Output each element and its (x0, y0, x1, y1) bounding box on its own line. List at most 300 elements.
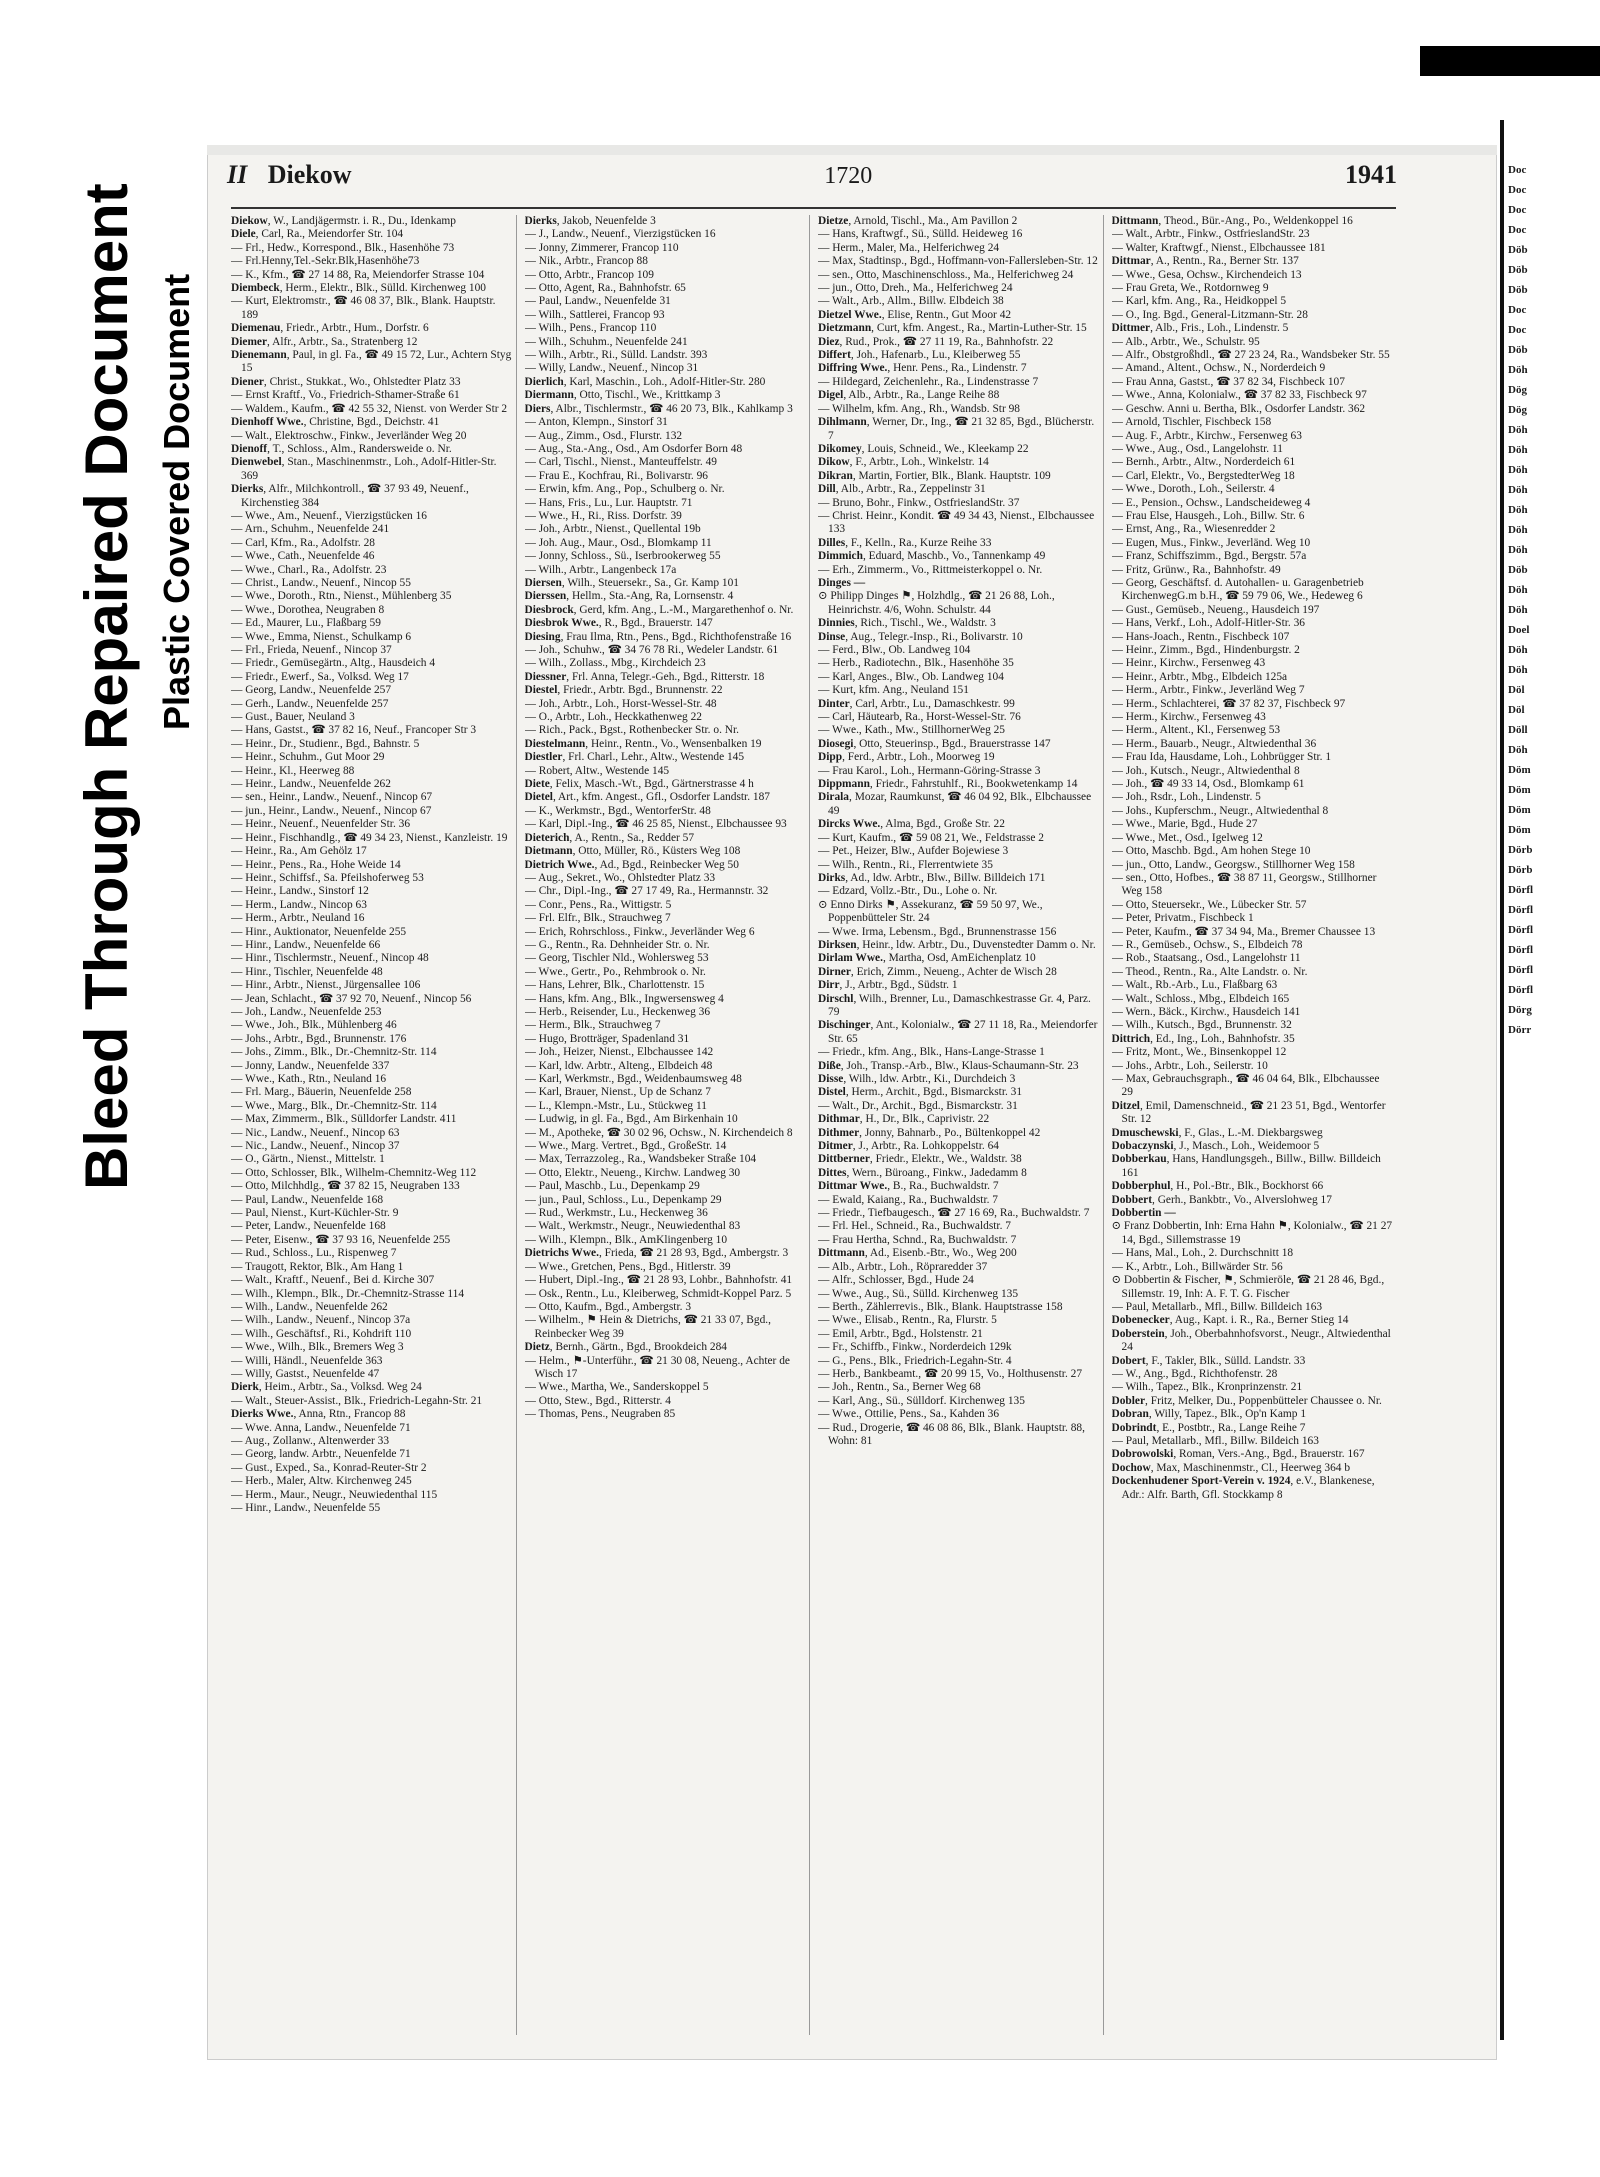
column-3 (818, 215, 1104, 2035)
fragment-text: Dörr (1508, 1024, 1532, 1036)
directory-entry: Dinter, Carl, Arbtr., Lu., Damaschkestr. 99 (818, 697, 1015, 710)
page-number: 1720 (824, 163, 873, 189)
fragment-text: Doc (1508, 164, 1527, 176)
directory-entry: — Herm., Maler, Ma., Helferichweg 24 (818, 241, 1000, 254)
directory-entry: — Walt., Kraftf., Neuenf., Bei d. Kirche 307 (231, 1274, 435, 1287)
directory-entry: — Wwe., Anna, Kolonialw., ☎ 37 82 33, Fischbeck 97 (1111, 389, 1367, 402)
fragment-text: Döh (1508, 484, 1528, 496)
directory-entry: — Herm., Arbtr., Neuland 16 (231, 912, 365, 925)
directory-entry: — Wwe., Marg. Vertret., Bgd., GroßeStr. 14 (524, 1140, 727, 1153)
directory-entry: — Wwe., Doroth., Loh., Seilerstr. 4 (1111, 483, 1275, 496)
directory-entry: Dittmar, A., Rentn., Ra., Berner Str. 137 (1111, 255, 1299, 268)
directory-entry: — Hans, Kraftwgf., Sü., Sülld. Heideweg 16 (818, 228, 1023, 241)
fragment-text: Döh (1508, 424, 1528, 436)
page-top-strip (207, 145, 1497, 155)
directory-entry: — Frl., Frieda, Neuenf., Nincop 37 (231, 644, 392, 656)
directory-entry: — Hans, Lehrer, Blk., Charlottenstr. 15 (524, 979, 705, 992)
directory-entry: Dittmann, Ad., Eisenb.-Btr., Wo., Weg 200 (818, 1247, 1017, 1260)
directory-entry: — Aug. F., Arbtr., Kirchw., Fersenweg 63 (1111, 429, 1302, 442)
directory-entry: — J., Landw., Neuenf., Vierzigstücken 16 (524, 228, 716, 241)
directory-entry: — Eugen, Mus., Finkw., Jeverländ. Weg 10 (1111, 536, 1311, 549)
directory-entry: — Otto, Milchhdlg., ☎ 37 82 15, Neugraben 133 (231, 1180, 460, 1193)
fragment-text: Dörfl (1508, 984, 1534, 996)
directory-entry: — Wilh., Geschäftsf., Ri., Kohdrift 110 (231, 1327, 412, 1340)
directory-entry: — Kurt, Kaufm., ☎ 59 08 21, We., Feldstrasse 2 (818, 831, 1044, 844)
directory-entry: — Johs., Zimm., Blk., Dr.-Chemnitz-Str. 114 (231, 1046, 437, 1059)
directory-entry: Dietmann, Otto, Müller, Rö., Küsters Weg 108 (524, 845, 741, 858)
directory-entry: Dobberkau, Hans, Handlungsgeh., Billw., Billw. Billdeich 161 (1111, 1153, 1381, 1179)
directory-entry: — Rud., Schloss., Lu., Rispenweg 7 (231, 1247, 397, 1260)
directory-entry: — Christ., Landw., Neuenf., Nincop 55 (231, 576, 411, 589)
directory-entry: — Erwin, kfm. Ang., Pop., Schulberg o. Nr. (524, 483, 725, 496)
directory-entry: — Karl, Anges., Blw., Ob. Landweg 104 (818, 670, 1004, 683)
directory-entry: — Walter, Kraftwgf., Nienst., Elbchaussee 181 (1111, 241, 1326, 254)
year-label: 1941 (1345, 160, 1397, 189)
directory-entry: Dochow, Max, Maschinenmstr., Cl., Heerweg 364 b (1111, 1461, 1351, 1474)
directory-entry: Dobenecker, Aug., Kapt. i. R., Ra., Berner Stieg 14 (1111, 1314, 1349, 1327)
directory-entry: Diestelmann, Heinr., Rentn., Vo., Wensenbalken 19 (524, 737, 762, 750)
directory-entry: Diete, Felix, Masch.-Wt., Bgd., Gärtnerstrasse 4 h (524, 778, 754, 791)
fragment-text: Doc (1508, 324, 1527, 336)
directory-entry: — Wwe., Marg., Blk., Dr.-Chemnitz-Str. 114 (231, 1099, 437, 1112)
directory-entry: Dobaczynski, J., Masch., Loh., Weidemoor 5 (1111, 1140, 1320, 1153)
column-1 (231, 215, 517, 2035)
directory-entry: — Herm., Blk., Strauchweg 7 (524, 1019, 661, 1032)
directory-entry: — Otto, Arbtr., Francop 109 (524, 268, 654, 281)
directory-entry: — Wilh., Klempn., Blk., AmKlingenberg 10 (524, 1233, 728, 1246)
directory-entry: — Wwe., Kath., Rtn., Neuland 16 (231, 1073, 387, 1085)
directory-entry: — Herm., Schlachterei, ☎ 37 82 37, Fischbeck 97 (1111, 697, 1346, 710)
fragment-text: Döh (1508, 524, 1528, 536)
directory-entry: Diessner, Frl. Anna, Telegr.-Geh., Bgd., Ritterstr. 18 (524, 670, 765, 683)
directory-entry: — Joh. Aug., Maur., Osd., Blomkamp 11 (524, 536, 712, 549)
directory-entry: Dobbert, Gerh., Bankbtr., Vo., Alverslohweg 17 (1111, 1193, 1332, 1206)
directory-entry: — E., Pension., Ochsw., Landscheideweg 4 (1111, 496, 1311, 509)
directory-entry: — Hildegard, Zeichenlehr., Ra., Lindenstrasse 7 (818, 375, 1039, 388)
directory-entry: — Friedr., Tiefbaugesch., ☎ 27 16 69, Ra., Buchwaldstr. 7 (818, 1207, 1090, 1220)
directory-entry: — Wilh., Pens., Francop 110 (524, 322, 657, 335)
fragment-text: Dörfl (1508, 904, 1534, 916)
directory-entry: Dobbertin — (1111, 1207, 1176, 1220)
directory-entry: — Johs., Arbtr., Loh., Seilerstr. 10 (1111, 1059, 1268, 1072)
directory-entry: — Frl., Hedw., Korrespond., Blk., Hasenhöhe 73 (231, 241, 455, 254)
directory-entry: — Wwe., Ottilie, Pens., Sa., Kahden 36 (818, 1408, 1000, 1421)
directory-entry: Dierssen, Hellm., Sta.-Ang, Ra, Lornsenstr. 4 (524, 590, 734, 603)
directory-entry: Diers, Albr., Tischlermstr., ☎ 46 20 73, Blk., Kahlkamp 3 (524, 402, 793, 415)
directory-entry: Diemer, Alfr., Arbtr., Sa., Stratenberg 12 (231, 335, 418, 348)
directory-entry: Dietel, Art., kfm. Angest., Gfl., Osdorfer Landstr. 187 (524, 791, 770, 804)
directory-entry: Dienhoff Wwe., Christine, Bgd., Deichstr. 41 (231, 416, 440, 429)
directory-entry: — Rud., Werkmstr., Lu., Heckenweg 36 (524, 1207, 708, 1220)
directory-entry: — Thomas, Pens., Neugraben 85 (524, 1408, 676, 1421)
directory-entry: — Walt., Arbtr., Finkw., OstfrieslandStr. 23 (1111, 228, 1310, 241)
directory-entry: — Hans, Mal., Loh., 2. Durchschnitt 18 (1111, 1247, 1294, 1260)
directory-entry: — Karl, Brauer, Nienst., Up de Schanz 7 (524, 1086, 711, 1099)
fragment-text: Doc (1508, 204, 1527, 216)
directory-entry: — Nik., Arbtr., Francop 88 (524, 255, 648, 268)
directory-entry: — Bruno, Bohr., Finkw., OstfrieslandStr. 37 (818, 496, 1020, 509)
directory-entry: — Joh., Heizer, Nienst., Elbchaussee 142 (524, 1046, 714, 1059)
directory-entry: — Wwe., H., Ri., Riss. Dorfstr. 39 (524, 509, 682, 522)
directory-entry: — Herb., Maler, Altw. Kirchenweg 245 (231, 1475, 412, 1488)
directory-entry: — Wilh., Arbtr., Langenbeck 17a (524, 563, 677, 576)
directory-entry: Diestler, Frl. Charl., Lehr., Altw., Westende 145 (524, 751, 745, 764)
directory-columns (231, 215, 1397, 2035)
directory-entry: — Joh., Kutsch., Neugr., Altwiedenthal 8 (1111, 764, 1300, 777)
directory-entry: Dithmar, H., Dr., Blk., Caprivistr. 22 (818, 1113, 990, 1126)
directory-entry: Diele, Carl, Ra., Meiendorfer Str. 104 (231, 228, 404, 241)
fragment-text: Dög (1508, 384, 1527, 396)
directory-entry: Dietzel Wwe., Elise, Rentn., Gut Moor 42 (818, 308, 1012, 321)
directory-entry: — Frau Greta, We., Rotdornweg 9 (1111, 282, 1269, 295)
directory-entry: — Frau Anna, Gastst., ☎ 37 82 34, Fischbeck 107 (1111, 375, 1345, 388)
directory-entry: — jun., Otto, Landw., Georgsw., Stillhorner Weg 158 (1111, 858, 1355, 871)
directory-entry: — M., Apotheke, ☎ 30 02 96, Ochsw., N. Kirchendeich 8 (524, 1126, 793, 1139)
directory-entry: — Frau Hertha, Schnd., Ra, Buchwaldstr. 7 (818, 1233, 1017, 1246)
fragment-text: Döb (1508, 564, 1528, 576)
directory-entry: — Heinr., Arbtr., Mbg., Elbdeich 125a (1111, 670, 1288, 683)
fragment-text: Doc (1508, 224, 1527, 236)
directory-entry: Dirksen, Heinr., ldw. Arbtr., Du., Duvenstedter Damm o. Nr. (818, 938, 1096, 951)
directory-entry: — Carl, Tischl., Nienst., Manteuffelstr. 49 (524, 456, 717, 469)
directory-entry: — Heinr., Zimm., Bgd., Hindenburgstr. 2 (1111, 644, 1300, 656)
directory-entry: — Wwe. Irma, Lebensm., Bgd., Brunnenstrasse 156 (818, 925, 1057, 938)
directory-entry: — Amand., Altent., Ochsw., N., Norderdeich 9 (1111, 362, 1326, 375)
directory-entry: — Joh., Rsdr., Loh., Lindenstr. 5 (1111, 791, 1261, 804)
directory-entry: — Erh., Zimmerm., Vo., Rittmeisterkoppel o. Nr. (818, 563, 1043, 576)
directory-entry: — Joh., ☎ 49 33 14, Osd., Blomkamp 61 (1111, 778, 1305, 791)
directory-entry: — Peter, Eisenw., ☎ 37 93 16, Neuenfelde 255 (231, 1233, 451, 1246)
directory-entry: — Joh., Rentn., Sa., Berner Weg 68 (818, 1381, 981, 1394)
directory-entry: — Wilh., Klempn., Blk., Dr.-Chemnitz-Strasse 114 (231, 1287, 465, 1300)
directory-entry: Diemenau, Friedr., Arbtr., Hum., Dorfstr. 6 (231, 322, 429, 335)
directory-entry: Dilles, F., Kelln., Ra., Kurze Reihe 33 (818, 536, 992, 549)
fragment-text: Doel (1508, 624, 1530, 636)
directory-entry: — Jonny, Landw., Neuenfelde 337 (231, 1059, 390, 1072)
directory-entry: — Ferd., Blw., Ob. Landweg 104 (818, 644, 971, 656)
directory-entry: — Frau E., Kochfrau, Ri., Bolivarstr. 96 (524, 469, 708, 482)
directory-entry: Dirner, Erich, Zimm., Neueng., Achter de Wisch 28 (818, 965, 1057, 978)
directory-entry: — Erich, Rohrschloss., Finkw., Jeverländer Weg 6 (524, 925, 755, 938)
directory-entry: Diez, Rud., Prok., ☎ 27 11 19, Ra., Bahnhofstr. 22 (818, 335, 1054, 348)
directory-entry: — jun., Otto, Dreh., Ma., Helferichweg 24 (818, 282, 1013, 295)
fragment-text: Döh (1508, 604, 1528, 616)
directory-entry: Dierks, Jakob, Neuenfelde 3 (524, 215, 656, 227)
directory-entry: Dittmer, Alb., Fris., Loh., Lindenstr. 5 (1111, 322, 1289, 335)
page-header (227, 160, 1397, 200)
directory-entry: — Rob., Staatsang., Osd., Langelohstr 11 (1111, 952, 1301, 965)
directory-entry: — jun., Paul, Schloss., Lu., Depenkamp 29 (524, 1193, 722, 1206)
directory-entry: — Wilh., Landw., Neuenf., Nincop 37a (231, 1314, 411, 1327)
directory-entry: — Edzard, Vollz.-Btr., Du., Lohe o. Nr. (818, 885, 998, 898)
directory-entry: Dittmann, Theod., Bür.-Ang., Po., Weldenkoppel 16 (1111, 215, 1353, 227)
directory-entry: — Otto, Elektr., Neueng., Kirchw. Landweg 30 (524, 1166, 741, 1179)
directory-entry: — Wilh., Tapez., Blk., Kronprinzenstr. 21 (1111, 1381, 1303, 1394)
directory-entry: — Jonny, Schloss., Sü., Iserbrookerweg 55 (524, 550, 721, 563)
fragment-text: Dörfl (1508, 944, 1534, 956)
header-rule (231, 207, 1396, 209)
directory-entry: — Jean, Schlacht., ☎ 37 92 70, Neuenf., Nincop 56 (231, 992, 472, 1005)
directory-entry: — Wilhelm., ⚑ Hein & Dietrichs, ☎ 21 33 07, Bgd., Reinbecker Weg 39 (524, 1314, 771, 1340)
header-keyword: Diekow (267, 160, 352, 189)
directory-entry: — Herm., Arbtr., Finkw., Jeverländ Weg 7 (1111, 684, 1305, 697)
fragment-text: Dörb (1508, 864, 1533, 876)
directory-entry: — Peter, Kaufm., ☎ 37 34 94, Ma., Bremer Chaussee 13 (1111, 925, 1376, 938)
directory-entry: — Otto, Steuersekr., We., Lübecker Str. 57 (1111, 898, 1307, 911)
directory-entry: — Peter, Landw., Neuenfelde 168 (231, 1220, 386, 1233)
directory-entry: — Hans-Joach., Rentn., Fischbeck 107 (1111, 630, 1290, 643)
directory-entry: — Joh., Landw., Neuenfelde 253 (231, 1005, 382, 1018)
directory-entry: Diesing, Frau Ilma, Rtn., Pens., Bgd., Richthofenstraße 16 (524, 630, 792, 643)
directory-entry: ⊙ Franz Dobbertin, Inh: Erna Hahn ⚑, Kolonialw., ☎ 21 27 14, Bgd., Sillemstrasse 19 (1111, 1220, 1393, 1246)
directory-entry: Diermann, Otto, Tischl., We., Krittkamp 3 (524, 389, 721, 402)
directory-entry: — Fritz, Mont., We., Binsenkoppel 12 (1111, 1046, 1287, 1059)
directory-entry: — Nic., Landw., Neuenf., Nincop 63 (231, 1126, 400, 1139)
directory-entry: — Joh., Schuhw., ☎ 34 76 78 Ri., Wedeler Landstr. 61 (524, 644, 779, 656)
directory-entry: Dienwebel, Stan., Maschinenmstr., Loh., Adolf-Hitler-Str. 369 (231, 456, 497, 482)
fragment-text: Döh (1508, 444, 1528, 456)
directory-entry: — Peter, Privatm., Fischbeck 1 (1111, 912, 1254, 925)
directory-entry: — Frl. Elfr., Blk., Strauchweg 7 (524, 912, 671, 925)
directory-entry: — Hinr., Arbtr., Nienst., Jürgensallee 106 (231, 979, 421, 992)
directory-entry: — Herb., Radiotechn., Blk., Hasenhöhe 35 (818, 657, 1014, 670)
directory-entry: Diekow, W., Landjägermstr. i. R., Du., Idenkamp (231, 215, 456, 227)
directory-entry: — Aug., Zollanw., Altenwerder 33 (231, 1434, 390, 1447)
directory-entry: — Wwe., Elisab., Rentn., Ra, Flurstr. 5 (818, 1314, 997, 1327)
directory-entry: — Alfr., Obstgroßhdl., ☎ 27 23 24, Ra., Wandsbeker Str. 55 (1111, 349, 1390, 362)
fragment-text: Doc (1508, 184, 1527, 196)
directory-entry: — Karl, kfm. Ang., Ra., Heidkoppel 5 (1111, 295, 1287, 308)
directory-entry: — Hans, Verkf., Loh., Adolf-Hitler-Str. 36 (1111, 617, 1305, 630)
directory-entry: — Walt., Dr., Archit., Bgd., Bismarckstr. 31 (818, 1099, 1018, 1112)
directory-entry: — Fr., Schiffb., Finkw., Norderdeich 129k (818, 1341, 1012, 1354)
directory-entry: — Karl, Dipl.-Ing., ☎ 46 25 85, Nienst., Elbchaussee 93 (524, 818, 787, 831)
directory-entry: — Heinr., Landw., Sinstorf 12 (231, 885, 369, 898)
fragment-text: Döh (1508, 584, 1528, 596)
directory-entry: — Heinr., Neuenf., Neuenfelder Str. 36 (231, 818, 411, 831)
directory-entry: Dittes, Wern., Büroang., Finkw., Jadedamm 8 (818, 1166, 1027, 1179)
fragment-text: Döm (1508, 784, 1531, 796)
directory-entry: — Walt., Schloss., Mbg., Elbdeich 165 (1111, 992, 1290, 1005)
directory-entry: Dockenhudener Sport-Verein v. 1924, e.V., Blankenese, Adr.: Alfr. Barth, Gfl. Stockkamp 8 (1111, 1475, 1375, 1501)
directory-entry: Distel, Herm., Archit., Bgd., Bismarckstr. 31 (818, 1086, 1023, 1099)
directory-entry: — Herb., Reisender, Lu., Heckenweg 36 (524, 1005, 711, 1018)
directory-entry: — Frl. Marg., Bäuerin, Neuenfelde 258 (231, 1086, 412, 1099)
fragment-text: Dörg (1508, 1004, 1532, 1016)
directory-entry: — Heinr., Landw., Neuenfelde 262 (231, 778, 391, 791)
directory-entry: — Herm., Bauarb., Neugr., Altwiedenthal 36 (1111, 737, 1317, 750)
directory-entry: Dinges — (818, 576, 866, 589)
directory-entry: — Rud., Drogerie, ☎ 46 08 86, Blk., Blank. Hauptstr. 88, Wohn: 81 (818, 1421, 1085, 1447)
directory-entry: — Paul, Metallarb., Mfl., Billw. Bildeich 163 (1111, 1434, 1319, 1447)
directory-entry: — Chr., Dipl.-Ing., ☎ 27 17 49, Ra., Hermannstr. 32 (524, 885, 769, 898)
directory-entry: — Frau Else, Hausgeh., Loh., Billw. Str. 6 (1111, 509, 1305, 522)
directory-entry: — Wilhelm, kfm. Ang., Rh., Wandsb. Str 98 (818, 402, 1020, 415)
directory-entry: — Heinr., Dr., Studienr., Bgd., Bahnstr. 5 (231, 737, 420, 750)
directory-entry: — Wwe., Aug., Sü., Sülld. Kirchenweg 135 (818, 1287, 1019, 1300)
directory-entry: — Carl, Kfm., Ra., Adolfstr. 28 (231, 536, 375, 549)
directory-entry: — Otto, Stew., Bgd., Ritterstr. 4 (524, 1394, 671, 1407)
fragment-text: Döh (1508, 504, 1528, 516)
directory-entry: — Wwe., Am., Neuenf., Vierzigstücken 16 (231, 509, 427, 522)
directory-entry: — Wwe., Gesa, Ochsw., Kirchendeich 13 (1111, 268, 1302, 281)
directory-entry: Dikran, Martin, Fortier, Blk., Blank. Hauptstr. 109 (818, 469, 1051, 482)
directory-entry: — Georg, Tischler Nld., Wohlersweg 53 (524, 952, 709, 965)
directory-entry: — Wwe., Aug., Osd., Langelohstr. 11 (1111, 442, 1283, 455)
directory-entry: Dinnies, Rich., Tischl., We., Waldstr. 3 (818, 617, 996, 630)
directory-entry: — Otto, Schlosser, Blk., Wilhelm-Chemnitz-Weg 112 (231, 1166, 477, 1179)
directory-entry: — O., Arbtr., Loh., Heckkathenweg 22 (524, 711, 702, 724)
directory-entry: — Aug., Sta.-Ang., Osd., Am Osdorfer Born 48 (524, 442, 743, 455)
directory-entry: Diffring Wwe., Henr. Pens., Ra., Lindenstr. 7 (818, 362, 1027, 375)
directory-entry: Dienemann, Paul, in gl. Fa., ☎ 49 15 72, Lur., Achtern Styg 15 (231, 349, 512, 375)
directory-page (207, 145, 1497, 2060)
directory-entry: ⊙ Dobbertin & Fischer, ⚑, Schmieröle, ☎ 21 28 46, Bgd., Sillemstr. 19, Inh: A. F. T. G. Fischer (1111, 1274, 1385, 1300)
directory-entry: Dietze, Arnold, Tischl., Ma., Am Pavillon 2 (818, 215, 1018, 227)
directory-entry: Diersen, Wilh., Steuersekr., Sa., Gr. Kamp 101 (524, 576, 739, 589)
directory-entry: — Wilh., Kutsch., Bgd., Brunnenstr. 32 (1111, 1019, 1292, 1032)
directory-entry: — sen., Otto, Hofbes., ☎ 38 87 11, Georgsw., Stillhorner Weg 158 (1111, 871, 1377, 898)
directory-entry: — Frau Ida, Hausdame, Loh., Lohbrügger Str. 1 (1111, 751, 1332, 764)
directory-entry: — R., Gemüseb., Ochsw., S., Elbdeich 78 (1111, 938, 1303, 951)
directory-entry: — Paul, Maschb., Lu., Depenkamp 29 (524, 1180, 700, 1193)
directory-entry: — Wwe., Kath., Mw., StillhornerWeg 25 (818, 724, 1005, 737)
directory-entry: — Waldem., Kaufm., ☎ 42 55 32, Nienst. von Werder Str 2 (231, 402, 508, 415)
directory-entry: — Hinr., Tischlermstr., Neuenf., Nincop 48 (231, 952, 429, 965)
directory-entry: — Max, Terrazzoleg., Ra., Wandsbeker Straße 104 (524, 1153, 757, 1166)
directory-entry: — Herb., Bankbeamt., ☎ 20 99 15, Vo., Holthusenstr. 27 (818, 1367, 1083, 1380)
directory-entry: — Max, Gebrauchsgraph., ☎ 46 04 64, Blk., Elbchaussee 29 (1111, 1073, 1380, 1099)
fragment-text: Döh (1508, 664, 1528, 676)
fragment-text: Döh (1508, 544, 1528, 556)
directory-entry: — Wwe., Martha, We., Sanderskoppel 5 (524, 1381, 709, 1394)
directory-entry: — Aug., Zimm., Osd., Flurstr. 132 (524, 429, 683, 442)
fragment-text: Dörfl (1508, 884, 1534, 896)
directory-entry: — Alfr., Schlosser, Bgd., Hude 24 (818, 1274, 974, 1287)
directory-entry: — Bernh., Arbtr., Altw., Norderdeich 61 (1111, 456, 1296, 469)
directory-entry: Dittberner, Friedr., Elektr., We., Waldstr. 38 (818, 1153, 1022, 1166)
directory-entry: — Arnold, Tischler, Fischbeck 158 (1111, 416, 1272, 429)
directory-entry: — Karl, Werkmstr., Bgd., Weidenbaumsweg 48 (524, 1073, 742, 1085)
directory-entry: — K., Kfm., ☎ 27 14 88, Ra, Meiendorfer Strasse 104 (231, 268, 485, 281)
directory-entry: — Walt., Werkmstr., Neugr., Neuwiedenthal 83 (524, 1220, 741, 1233)
directory-entry: Doberstein, Joh., Oberbahnhofsvorst., Neugr., Altwiedenthal 24 (1111, 1327, 1391, 1354)
directory-entry: — Berth., Zählerrevis., Blk., Blank. Hauptstrasse 158 (818, 1300, 1063, 1313)
scan-edge-bar (1420, 46, 1600, 76)
fragment-text: Döh (1508, 644, 1528, 656)
directory-entry: — Wwe., Gertr., Po., Rehmbrook o. Nr. (524, 965, 706, 978)
directory-entry: Dienoff, T., Schloss., Alm., Randersweide o. Nr. (231, 442, 452, 455)
directory-entry: Diestel, Friedr., Arbtr. Bgd., Brunnenstr. 22 (524, 684, 723, 697)
directory-entry: — Walt., Elektroschw., Finkw., Jeverländer Weg 20 (231, 429, 467, 442)
directory-entry: Dierlich, Karl, Maschin., Loh., Adolf-Hitler-Str. 280 (524, 375, 766, 388)
directory-entry: — Conr., Pens., Ra., Wittigstr. 5 (524, 898, 672, 911)
directory-entry: Dobberphul, H., Pol.-Btr., Blk., Bockhorst 66 (1111, 1180, 1324, 1193)
fragment-text: Dörb (1508, 844, 1533, 856)
directory-entry: — Carl, Häutearb, Ra., Horst-Wessel-Str. 76 (818, 711, 1021, 724)
directory-entry: — Frau Karol., Loh., Hermann-Göring-Strasse 3 (818, 764, 1041, 777)
directory-entry: — Traugott, Rektor, Blk., Am Hang 1 (231, 1260, 404, 1273)
directory-entry: Dietz, Bernh., Gärtn., Bgd., Brookdeich 284 (524, 1341, 727, 1354)
directory-entry: — Jonny, Zimmerer, Francop 110 (524, 241, 679, 254)
directory-entry: — sen., Heinr., Landw., Neuenf., Nincop 67 (231, 791, 433, 804)
directory-entry: — Wilh., Zollass., Mbg., Kirchdeich 23 (524, 657, 706, 670)
directory-entry: — Emil, Arbtr., Bgd., Holstenstr. 21 (818, 1327, 983, 1340)
directory-entry: — Kurt, Elektromstr., ☎ 46 08 37, Blk., Blank. Hauptstr. 189 (231, 295, 496, 321)
directory-entry: — Georg, Landw., Neuenfelde 257 (231, 684, 392, 697)
directory-entry: — Willy, Gastst., Neuenfelde 47 (231, 1367, 380, 1380)
directory-entry: — Willi, Händl., Neuenfelde 363 (231, 1354, 383, 1367)
directory-entry: — Ernst Kraftf., Vo., Friedrich-Sthamer-Straße 61 (231, 389, 460, 402)
directory-entry: Diosegi, Otto, Steuerinsp., Bgd., Brauerstrasse 147 (818, 737, 1051, 750)
directory-entry: — Hans, kfm. Ang., Blk., Ingwersensweg 4 (524, 992, 724, 1005)
directory-entry: — Heinr., Kl., Heerweg 88 (231, 764, 355, 777)
directory-entry: — Herm., Landw., Nincop 63 (231, 898, 367, 911)
directory-entry: Dikow, F., Arbtr., Loh., Winkelstr. 14 (818, 456, 989, 469)
header-left (227, 160, 352, 190)
directory-entry: — Heinr., Ra., Am Gehölz 17 (231, 845, 367, 858)
directory-entry: — Georg, landw. Arbtr., Neuenfelde 71 (231, 1448, 411, 1461)
directory-entry: Dihlmann, Werner, Dr., Ing., ☎ 21 32 85, Bgd., Blücherstr. 7 (818, 416, 1095, 442)
column-4 (1112, 215, 1398, 2035)
directory-entry: — Helm., ⚑-Unterführ., ☎ 21 30 08, Neueng., Achter de Wisch 17 (524, 1354, 790, 1380)
directory-entry: — Ludwig, in gl. Fa., Bgd., Am Birkenhain 10 (524, 1113, 738, 1126)
directory-entry: Dipp, Ferd., Arbtr., Loh., Moorweg 19 (818, 751, 995, 764)
directory-entry: — sen., Otto, Maschinenschloss., Ma., Helferichweg 24 (818, 268, 1074, 281)
directory-entry: — Friedr., kfm. Ang., Blk., Hans-Lange-Strasse 1 (818, 1046, 1045, 1059)
directory-entry: — Wwe., Joh., Blk., Mühlenberg 46 (231, 1019, 397, 1032)
directory-entry: — Fritz, Grünw., Ra., Bahnhofstr. 49 (1111, 563, 1281, 576)
directory-entry: Dischinger, Ant., Kolonialw., ☎ 27 11 18, Ra., Meiendorfer Str. 65 (818, 1019, 1098, 1045)
directory-entry: Dmuschewski, F., Glas., L.-M. Diekbargsweg (1111, 1126, 1323, 1139)
fragment-text: Döl (1508, 684, 1525, 696)
directory-entry: — Osk., Rentn., Lu., Kleiberweg, Schmidt-Koppel Parz. 5 (524, 1287, 792, 1300)
directory-entry: — Arn., Schuhm., Neuenfelde 241 (231, 523, 390, 536)
directory-entry: — Frl.Henny,Tel.-Sekr.Blk,Hasenhöhe73 (231, 255, 420, 268)
fragment-text: Döll (1508, 724, 1528, 736)
directory-entry: — Alb., Arbtr., Loh., Röpraredder 37 (818, 1260, 988, 1273)
fragment-text: Döb (1508, 284, 1528, 296)
directory-entry: — Carl, Elektr., Vo., BergstedterWeg 18 (1111, 469, 1295, 482)
directory-entry: — Wwe., Emma, Nienst., Schulkamp 6 (231, 630, 412, 643)
directory-entry: — Paul, Metallarb., Mfl., Billw. Billdeich 163 (1111, 1300, 1323, 1313)
directory-entry: ⊙ Philipp Dinges ⚑, Holzhdlg., ☎ 21 26 88, Loh., Heinrichstr. 4/6, Wohn. Schulstr. 44 (818, 590, 1055, 616)
directory-entry: — Walt., Rb.-Arb., Lu., Flaßbarg 63 (1111, 979, 1278, 992)
directory-entry: — Rich., Pack., Bgst., Rothenbecker Str. o. Nr. (524, 724, 740, 737)
directory-entry: — Ernst, Ang., Ra., Wiesenredder 2 (1111, 523, 1276, 536)
directory-entry: — K., Arbtr., Loh., Billwärder Str. 56 (1111, 1260, 1283, 1273)
directory-entry: Diener, Christ., Stukkat., Wo., Ohlstedter Platz 33 (231, 375, 461, 388)
directory-entry: — Ed., Maurer, Lu., Flaßbarg 59 (231, 617, 381, 630)
directory-entry: Dikomey, Louis, Schneid., We., Kleekamp 22 (818, 442, 1029, 455)
directory-entry: Dithmer, Jonny, Bahnarb., Po., Bültenkoppel 42 (818, 1126, 1041, 1139)
adjacent-page-fragments (1508, 160, 1600, 1960)
fragment-text: Döm (1508, 804, 1531, 816)
directory-entry: — Karl, Ang., Sü., Sülldorf. Kirchenweg 135 (818, 1394, 1025, 1407)
directory-entry: — Wwe., Charl., Ra., Adolfstr. 23 (231, 563, 387, 576)
directory-entry: — Anton, Klempn., Sinstorf 31 (524, 416, 668, 429)
directory-entry: — Paul, Landw., Neuenfelde 31 (524, 295, 671, 308)
fragment-text: Dörfl (1508, 964, 1534, 976)
directory-entry: Dietzmann, Curt, kfm. Angest., Ra., Martin-Luther-Str. 15 (818, 322, 1087, 335)
directory-entry: — Franz, Schiffszimm., Bgd., Bergstr. 57a (1111, 550, 1307, 563)
directory-entry: — Hugo, Brotträger, Spadenland 31 (524, 1032, 690, 1045)
directory-entry: — Heinr., Pens., Ra., Hohe Weide 14 (231, 858, 401, 871)
directory-entry: — Gerh., Landw., Neuenfelde 257 (231, 697, 389, 710)
directory-entry: Dietrich Wwe., Ad., Bgd., Reinbecker Weg 50 (524, 858, 739, 871)
fragment-text: Döh (1508, 744, 1528, 756)
directory-entry: — Hans, Gastst., ☎ 37 82 16, Neuf., Francoper Str 3 (231, 724, 477, 737)
